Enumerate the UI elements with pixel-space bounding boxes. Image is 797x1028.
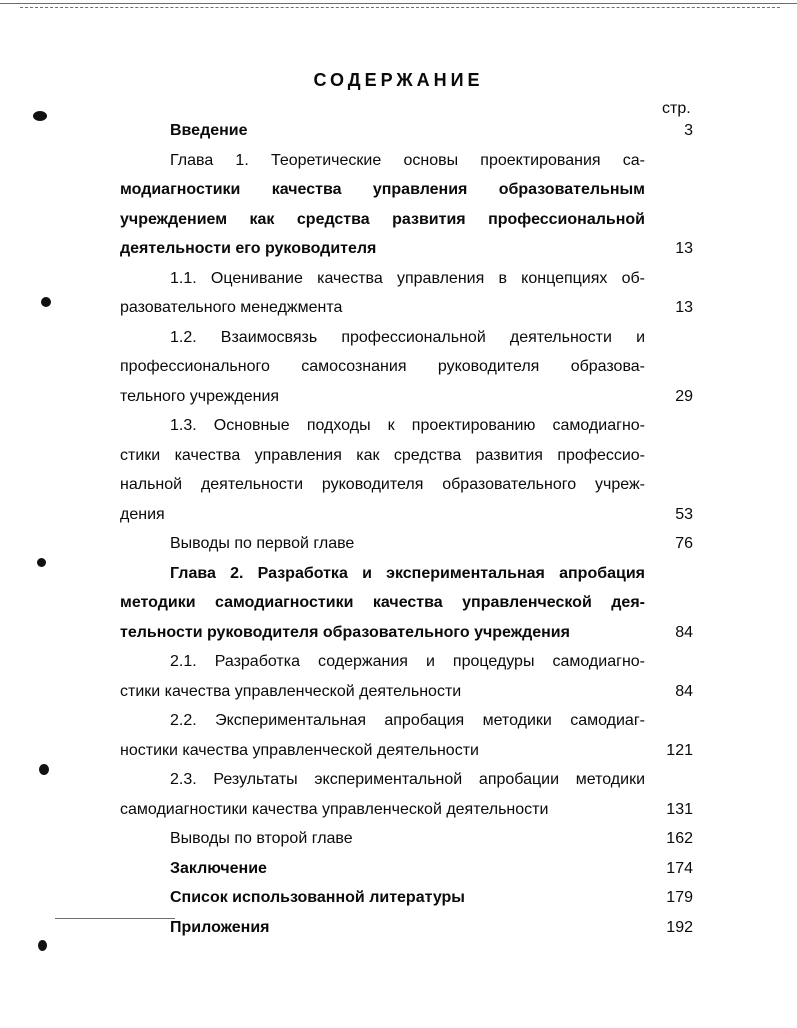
- toc-entry-line: стики качества управленческой деятельности: [120, 682, 462, 700]
- toc-page-number: 13: [675, 299, 693, 316]
- toc-entry-line: 1.1. Оценивание качества управления в концепциях об-: [170, 269, 645, 287]
- toc-page-number: 76: [675, 535, 693, 552]
- toc-entry-line: 2.1. Разработка содержания и процедуры самодиагно-: [170, 653, 645, 670]
- toc-entry-title: Выводы по первой главе: [170, 535, 355, 552]
- toc-entry-line: Глава 2. Разработка и экспериментальная апробация: [170, 564, 645, 582]
- toc-entry-line: Глава 1. Теоретические основы проектирования са-: [170, 151, 645, 169]
- toc-entry-line: ностики качества управленческой деятельности: [120, 741, 479, 759]
- toc-entry-title: Приложения: [170, 918, 270, 936]
- toc-page-number: 179: [666, 889, 693, 906]
- toc-page-number: 53: [675, 505, 693, 523]
- table-of-contents: [0, 116, 797, 942]
- toc-entry-line: деятельности его руководителя: [120, 240, 377, 257]
- toc-entry-section-1-3: [0, 411, 797, 529]
- toc-entry-introduction: [0, 116, 797, 146]
- toc-page-number: 121: [666, 741, 693, 759]
- toc-page-number: 162: [666, 830, 693, 847]
- toc-entry-chapter-1: [0, 146, 797, 264]
- toc-entry-line: 1.3. Основные подходы к проектированию самодиагно-: [170, 417, 645, 434]
- toc-entry-title: Введение: [170, 122, 248, 139]
- toc-entry-line: разовательного менеджмента: [120, 299, 343, 316]
- toc-page-number: 174: [666, 859, 693, 877]
- page-column-label: стр.: [662, 100, 691, 117]
- toc-entry-line: модиагностики качества управления образовательным: [120, 181, 645, 198]
- toc-entry-line: профессионального самосознания руководителя образова-: [120, 358, 645, 375]
- toc-entry-bibliography: [0, 883, 797, 913]
- toc-page-number: 192: [666, 918, 693, 936]
- toc-page-number: 131: [666, 800, 693, 818]
- toc-entry-chapter-2: [0, 559, 797, 648]
- toc-entry-line: тельности руководителя образовательного учреждения: [120, 623, 570, 641]
- toc-entry-chapter-1-conclusions: [0, 529, 797, 559]
- toc-entry-line: учреждением как средства развития профессиональной: [120, 210, 645, 228]
- toc-page-number: 3: [684, 122, 693, 139]
- toc-entry-line: 2.3. Результаты экспериментальной апробации методики: [170, 771, 645, 788]
- toc-entry-title: Выводы по второй главе: [170, 830, 353, 847]
- toc-entry-section-1-2: [0, 323, 797, 412]
- toc-entry-line: самодиагностики качества управленческой деятельности: [120, 800, 549, 818]
- toc-page-number: 13: [675, 240, 693, 257]
- toc-entry-appendices: [0, 913, 797, 943]
- toc-entry-title: Заключение: [170, 859, 267, 877]
- toc-entry-line: 1.2. Взаимосвязь профессиональной деятельности и: [170, 328, 645, 346]
- scan-edge-line: [0, 3, 797, 4]
- toc-entry-line: дения: [120, 505, 165, 523]
- toc-entry-title: Список использованной литературы: [170, 889, 465, 906]
- toc-entry-line: нальной деятельности руководителя образовательного учреж-: [120, 476, 645, 493]
- toc-entry-section-2-1: [0, 647, 797, 706]
- toc-entry-conclusion: [0, 854, 797, 884]
- toc-page-number: 84: [675, 682, 693, 700]
- toc-entry-section-2-3: [0, 765, 797, 824]
- toc-entry-line: тельного учреждения: [120, 387, 280, 405]
- toc-entry-section-1-1: [0, 264, 797, 323]
- toc-entry-line: 2.2. Экспериментальная апробация методики самодиаг-: [170, 712, 645, 729]
- toc-entry-chapter-2-conclusions: [0, 824, 797, 854]
- toc-page-number: 29: [675, 387, 693, 405]
- scan-edge-line: [20, 7, 780, 8]
- page-title: СОДЕРЖАНИЕ: [313, 70, 484, 90]
- toc-entry-section-2-2: [0, 706, 797, 765]
- toc-page-number: 84: [675, 623, 693, 641]
- toc-entry-line: методики самодиагностики качества управленческой дея-: [120, 594, 645, 611]
- toc-entry-line: стики качества управления как средства развития профессио-: [120, 446, 645, 464]
